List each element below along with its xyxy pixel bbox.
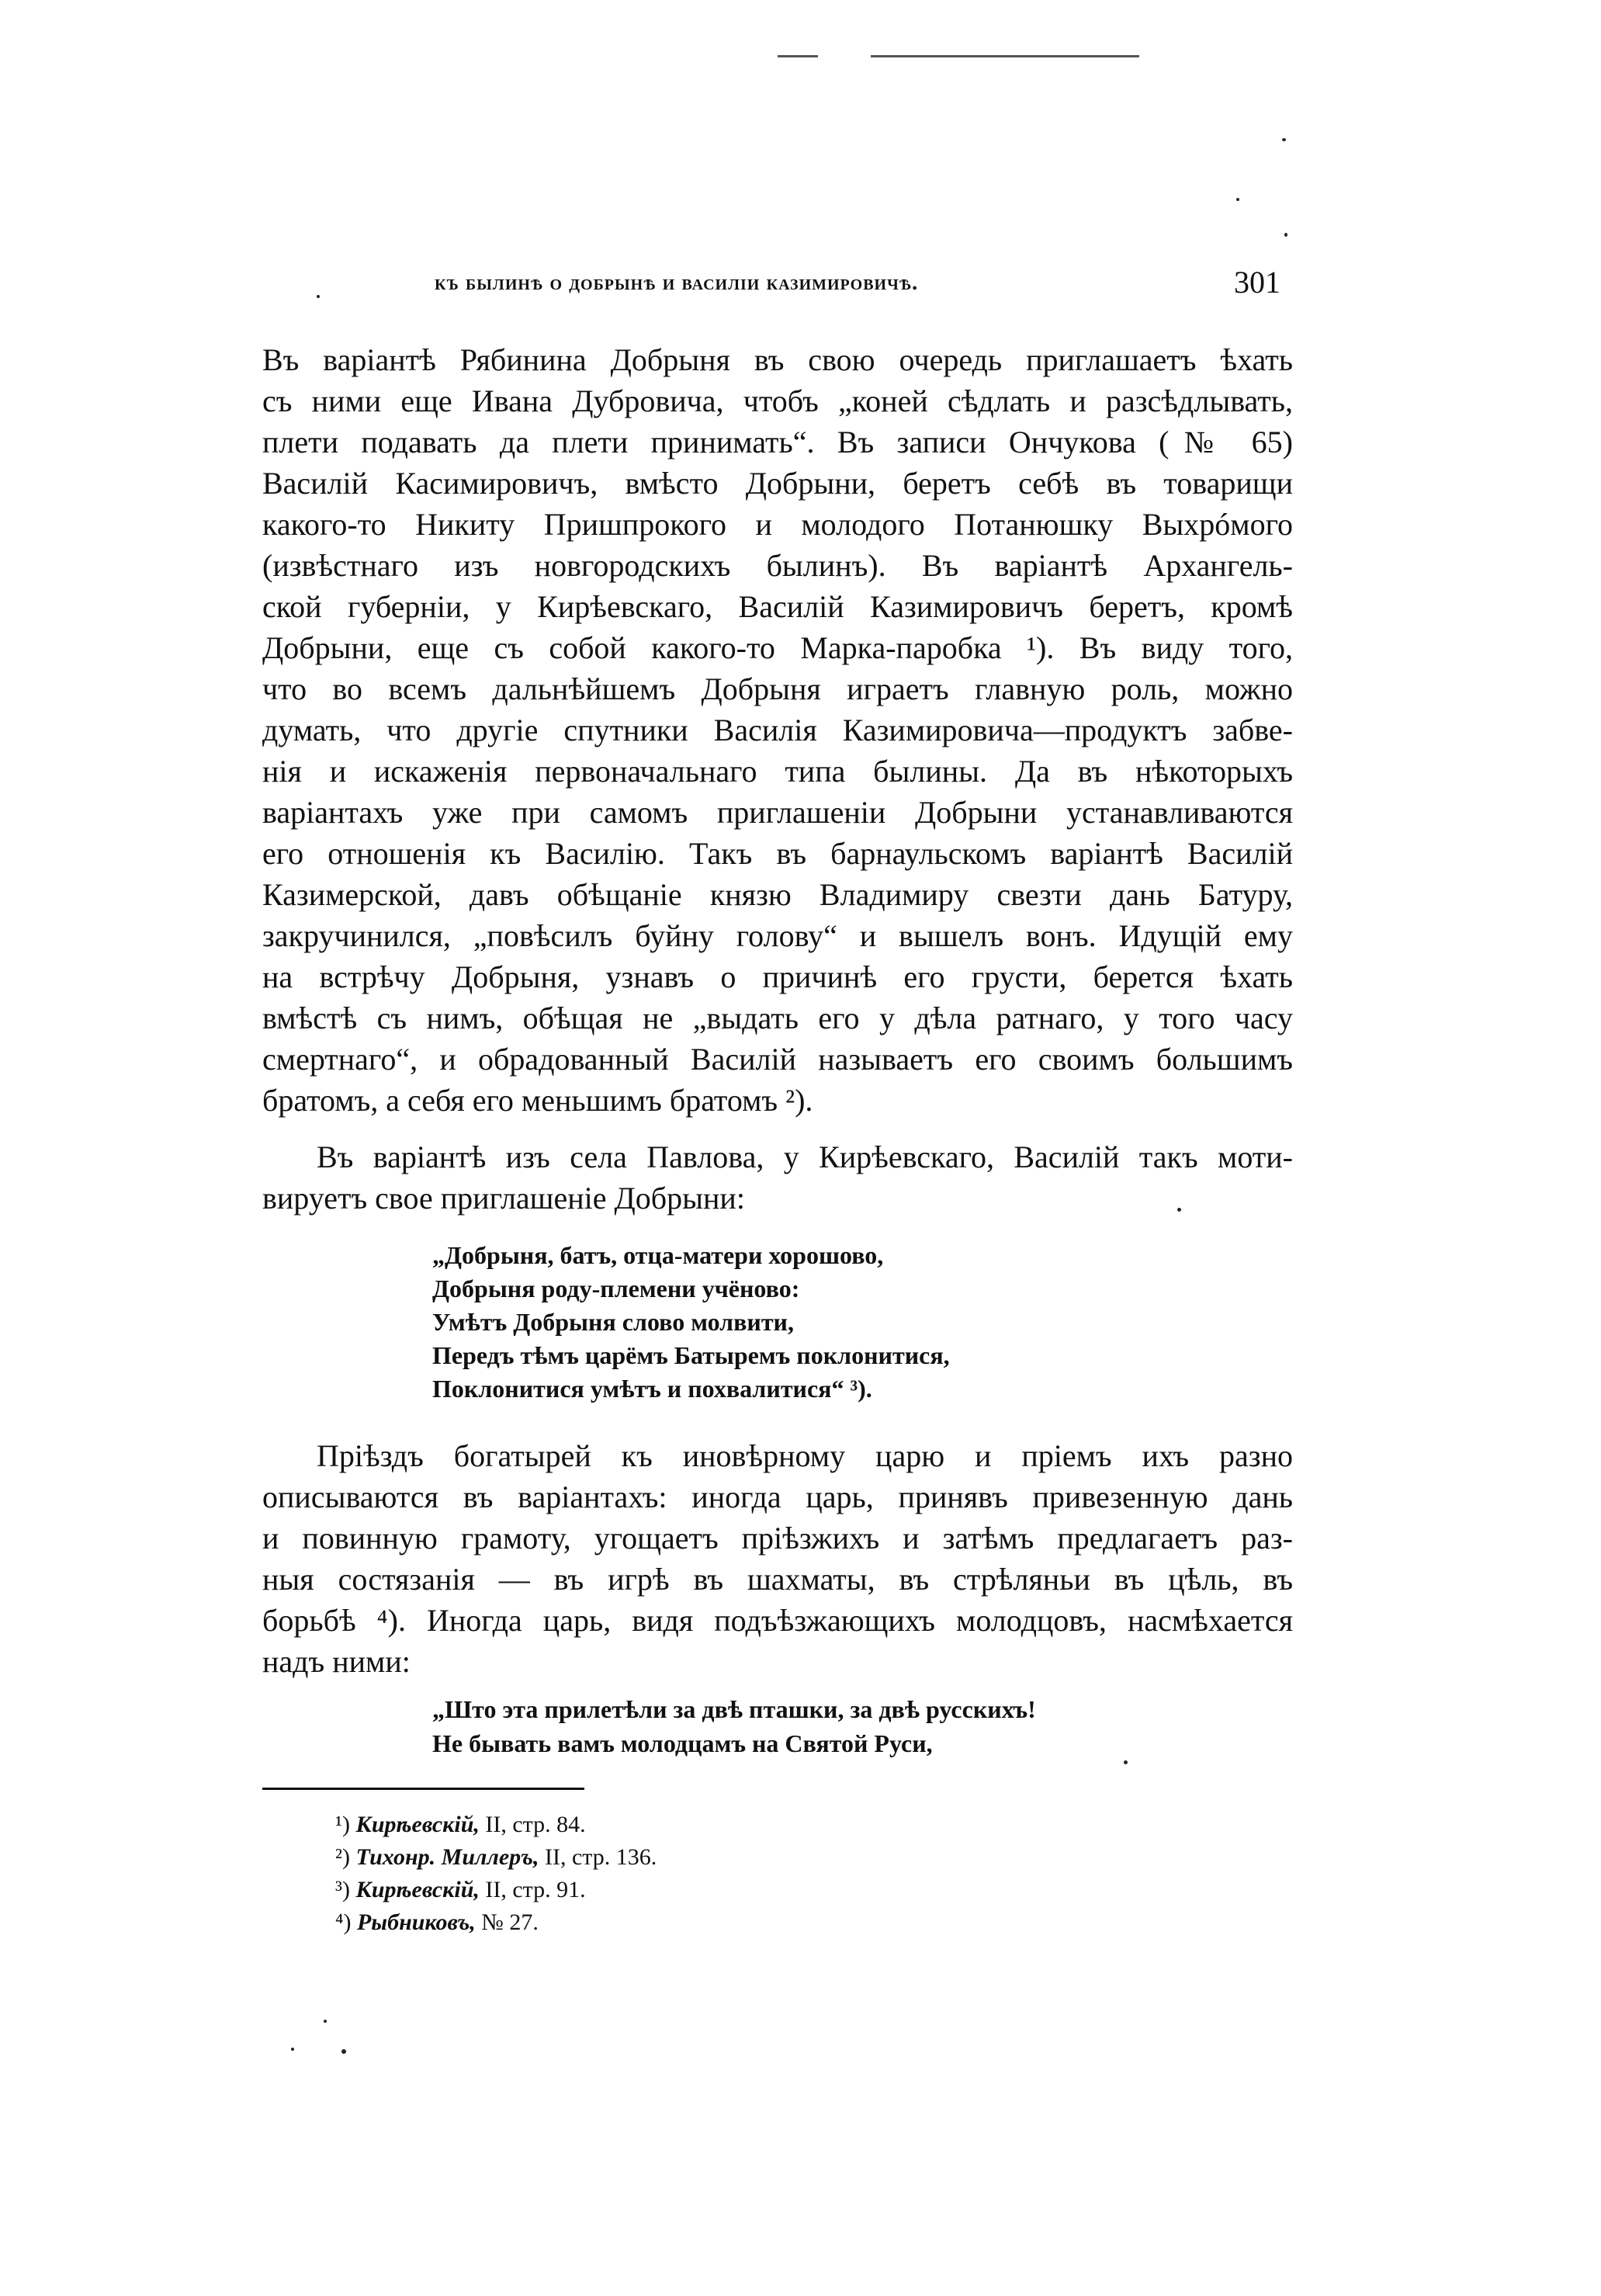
verse-quote [432,1692,1036,1760]
text-line: Въ варiантѣ изъ села Павлова, у Кирѣевскаго, Василiй такъ моти- [317,1139,1293,1174]
verse-quote [432,1239,950,1406]
text-line: Василiй Касимировичъ, вмѣсто Добрыни, беретъ себѣ въ товарищи [262,466,1293,501]
text-line: Въ варiантѣ Рябинина Добрыня въ свою очередь приглашаетъ ѣхать [262,342,1293,377]
footnote [335,1906,657,1939]
print-speck [1124,1760,1128,1764]
print-speck [1282,138,1286,141]
verse-line: „Добрыня, батъ, отца-матери хорошово, [432,1241,884,1269]
paragraph [262,339,1293,1121]
text-line: нiя и искаженiя первоначальнаго типа былины. Да въ нѣкоторыхъ [262,754,1293,789]
print-speck [324,2020,327,2023]
footnote-marker: ⁴) [335,1909,352,1935]
text-line: борьбѣ ⁴). Иногда царь, видя подъѣзжающихъ молодцовъ, насмѣхается [262,1603,1293,1638]
text-line: Казимерской, давъ обѣщанiе князю Владимиру свезти дань Батуру, [262,877,1293,912]
print-speck [1236,198,1239,201]
footnote-source: Кирѣевскiй, [355,1812,480,1837]
text-line: Прiѣздъ богатырей къ иновѣрному царю и прiемъ ихъ разно [317,1438,1293,1473]
text-line: надъ ними: [262,1644,411,1679]
verse-line: Не бывать вамъ молодцамъ на Святой Руси, [432,1729,933,1757]
text-line: съ ними еще Ивана Дубровича, чтобъ „коней сѣдлать и разсѣдлывать, [262,383,1293,418]
footnote-source: Кирѣевскiй, [355,1877,480,1902]
text-line: думать, что другiе спутники Василiя Казимировича—продуктъ забве- [262,713,1293,747]
verse-line: Добрыня роду-племени учёново: [432,1275,800,1302]
footnote-separator [262,1788,584,1790]
text-line: что во всемъ дальнѣйшемъ Добрыня играетъ главную роль, можно [262,671,1293,706]
paragraph [262,1136,1293,1219]
text-line: вируетъ свое приглашенiе Добрыни: [262,1181,745,1216]
top-edge-rule [778,55,818,57]
verse-line: „Што эта прилетѣли за двѣ пташки, за двѣ русскихъ! [432,1695,1036,1723]
text-line: какого-то Никиту Пришпрокого и молодого Потанюшку Выхрóмого [262,507,1293,542]
text-line: на встрѣчу Добрыня, узнавъ о причинѣ его грусти, берется ѣхать [262,959,1293,994]
text-line: братомъ, а себя его меньшимъ братомъ ²). [262,1083,813,1118]
text-line: и повинную грамоту, угощаетъ прiѣзжихъ и затѣмъ предлагаетъ раз- [262,1521,1293,1556]
top-edge-rule [871,55,1139,57]
footnote-marker: ³) [335,1877,350,1902]
footnote-source: Тихонр. Миллеръ, [355,1844,539,1870]
footnote-reference: II, стр. 91. [485,1877,586,1902]
print-speck [1284,233,1287,237]
text-line: смертнаго“, и обрадованный Василiй называетъ его своимъ большимъ [262,1042,1293,1077]
text-line: ныя состязанiя — въ игрѣ въ шахматы, въ стрѣляньи въ цѣль, въ [262,1562,1293,1597]
verse-line: Поклонитися умѣтъ и похвалитися“ ³). [432,1375,872,1403]
text-line: (извѣстнаго изъ новгородскихъ былинъ). Въ варiантѣ Архангель- [262,548,1293,583]
text-line: его отношенiя къ Василiю. Такъ въ барнаульскомъ варiантѣ Василiй [262,836,1293,871]
text-line: ской губернiи, у Кирѣевскаго, Василiй Казимировичъ беретъ, кромѣ [262,589,1293,624]
footnote-source: Рыбниковъ, [356,1909,476,1935]
verse-line: Передъ тѣмъ царёмъ Батыремъ поклонитися, [432,1341,950,1369]
footnote [335,1874,657,1906]
footnote-marker: ¹) [335,1812,350,1837]
footnotes [335,1809,657,1939]
page-number: 301 [1234,265,1280,300]
text-line: Добрыни, еще съ собой какого-то Марка-паробка ¹). Въ виду того, [262,630,1293,665]
text-line: описываются въ варiантахъ: иногда царь, принявъ привезенную дань [262,1479,1293,1514]
footnote-reference: II, стр. 84. [485,1812,586,1837]
footnote [335,1841,657,1874]
text-line: плети подавать да плети принимать“. Въ записи Ончукова (№ 65) [262,425,1293,460]
print-speck [291,2048,294,2051]
footnote [335,1809,657,1841]
footnote-marker: ²) [335,1844,350,1870]
verse-line: Умѣтъ Добрыня слово молвити, [432,1308,794,1336]
text-line: варiантахъ уже при самомъ приглашенiи Добрыни устанавливаются [262,795,1293,830]
running-head: къ былинѣ о добрынѣ и василiи казимировичѣ. [435,270,919,295]
paragraph [262,1435,1293,1682]
print-speck [317,295,320,298]
footnote-reference: II, стр. 136. [544,1844,657,1870]
footnote-reference: № 27. [481,1909,539,1935]
text-line: вмѣстѣ съ нимъ, обѣщая не „выдать его у дѣла ратнаго, у того часу [262,1001,1293,1035]
text-line: закручинился, „повѣсилъ буйну голову“ и вышелъ вонъ. Идущiй ему [262,918,1293,953]
print-speck [341,2049,346,2054]
